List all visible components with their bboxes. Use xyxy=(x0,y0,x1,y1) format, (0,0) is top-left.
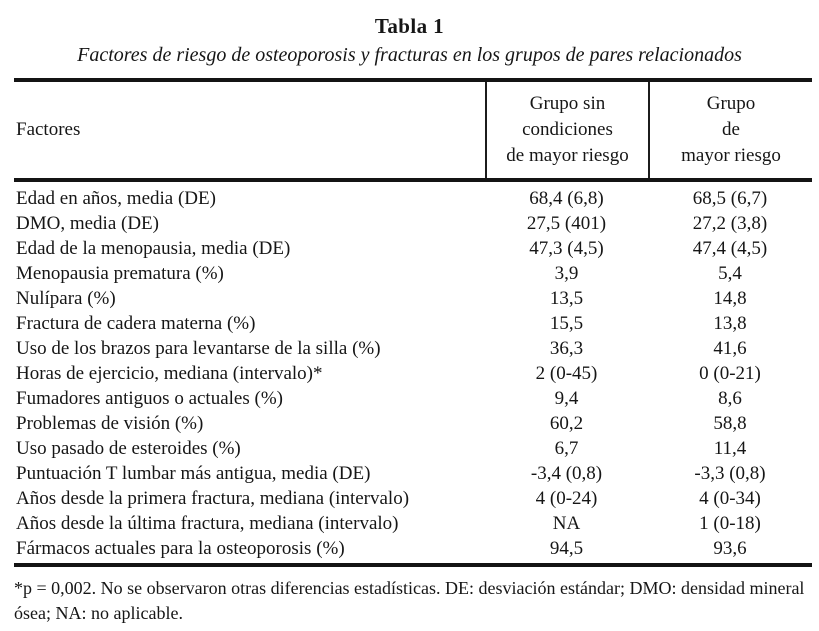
group1-cell: 60,2 xyxy=(549,413,584,434)
header-line: Grupo sin xyxy=(529,93,606,114)
group2-cell: 68,5 (6,7) xyxy=(692,188,768,209)
table-row xyxy=(14,336,812,361)
table-header-row xyxy=(14,82,812,178)
table-row xyxy=(14,211,812,236)
header-line: Grupo xyxy=(706,93,756,114)
table-row xyxy=(14,311,812,336)
table-row xyxy=(14,386,812,411)
risk-factors-table xyxy=(14,78,812,626)
group1-cell: 27,5 (401) xyxy=(526,213,607,234)
group2-cell: 8,6 xyxy=(718,388,742,409)
factor-cell: Edad en años, media (DE) xyxy=(16,188,216,209)
group1-cell: 3,9 xyxy=(554,263,579,284)
group2-cell: 47,4 (4,5) xyxy=(692,238,768,259)
group1-cell: 6,7 xyxy=(554,438,579,459)
factor-cell: Puntuación T lumbar más antigua, media (DE) xyxy=(16,463,371,484)
factor-cell: Edad de la menopausia, media (DE) xyxy=(16,238,291,259)
group1-cell: NA xyxy=(552,513,581,534)
group1-cell: 9,4 xyxy=(554,388,579,409)
group2-cell: 93,6 xyxy=(713,538,747,559)
group1-cell: 4 (0-24) xyxy=(535,488,598,509)
group2-cell: 41,6 xyxy=(713,338,747,359)
group2-cell: 27,2 (3,8) xyxy=(692,213,768,234)
group1-cell: 47,3 (4,5) xyxy=(529,238,604,259)
group1-cell: 94,5 xyxy=(549,538,584,559)
table-row xyxy=(14,411,812,436)
group1-cell: 2 (0-45) xyxy=(535,363,598,384)
header-line: condiciones xyxy=(522,119,613,140)
table-subtitle: Factores de riesgo de osteoporosis y fracturas en los grupos de pares relacionados xyxy=(77,44,742,66)
factor-cell: DMO, media (DE) xyxy=(16,213,159,234)
header-line: mayor riesgo xyxy=(681,145,781,166)
table-row xyxy=(14,261,812,286)
group2-cell: 5,4 xyxy=(718,263,742,284)
factor-cell: Uso pasado de esteroides (%) xyxy=(16,438,241,459)
factor-cell: Fractura de cadera materna (%) xyxy=(16,313,256,334)
factor-cell: Nulípara (%) xyxy=(16,288,116,309)
factor-cell: Fumadores antiguos o actuales (%) xyxy=(16,388,283,409)
table-row xyxy=(14,286,812,311)
group2-cell: -3,3 (0,8) xyxy=(694,463,766,484)
table-footnote: *p = 0,002. No se observaron otras diferencias estadísticas. DE: desviación estándar; DMO: densidad mineral ósea; NA: no aplicable. xyxy=(14,578,805,623)
table-row xyxy=(14,236,812,261)
group1-cell: 68,4 (6,8) xyxy=(529,188,604,209)
header-cell-group-without-risk xyxy=(485,82,648,178)
group1-cell: 15,5 xyxy=(549,313,584,334)
table-row xyxy=(14,461,812,486)
header-cell-factors: Factores xyxy=(16,119,81,140)
factor-cell: Fármacos actuales para la osteoporosis (%) xyxy=(16,538,345,559)
table-row xyxy=(14,511,812,536)
factor-cell: Uso de los brazos para levantarse de la silla (%) xyxy=(16,338,381,359)
table-row xyxy=(14,361,812,386)
group2-cell: 1 (0-18) xyxy=(699,513,761,534)
group1-cell: 36,3 xyxy=(549,338,584,359)
group2-cell: 13,8 xyxy=(713,313,747,334)
group2-cell: 0 (0-21) xyxy=(699,363,761,384)
group2-cell: 58,8 xyxy=(713,413,747,434)
factor-cell: Años desde la primera fractura, mediana (intervalo) xyxy=(16,488,410,509)
table-body xyxy=(14,182,812,563)
factor-cell: Horas de ejercicio, mediana (intervalo)* xyxy=(16,363,323,384)
group2-cell: 14,8 xyxy=(713,288,747,309)
group2-cell: 4 (0-34) xyxy=(699,488,761,509)
group2-cell: 11,4 xyxy=(713,438,747,459)
header-line: de mayor riesgo xyxy=(506,145,629,166)
table-row xyxy=(14,536,812,561)
table-row xyxy=(14,486,812,511)
table-bottom-rule xyxy=(14,563,812,567)
factor-cell: Problemas de visión (%) xyxy=(16,413,204,434)
header-cell-group-higher-risk xyxy=(648,82,812,178)
group1-cell: 13,5 xyxy=(549,288,584,309)
factor-cell: Menopausia prematura (%) xyxy=(16,263,224,284)
table-title: Tabla 1 xyxy=(374,14,445,38)
factor-cell: Años desde la última fractura, mediana (intervalo) xyxy=(16,513,399,534)
group1-cell: -3,4 (0,8) xyxy=(530,463,603,484)
table-row xyxy=(14,186,812,211)
header-line: de xyxy=(722,119,740,140)
table-row xyxy=(14,436,812,461)
